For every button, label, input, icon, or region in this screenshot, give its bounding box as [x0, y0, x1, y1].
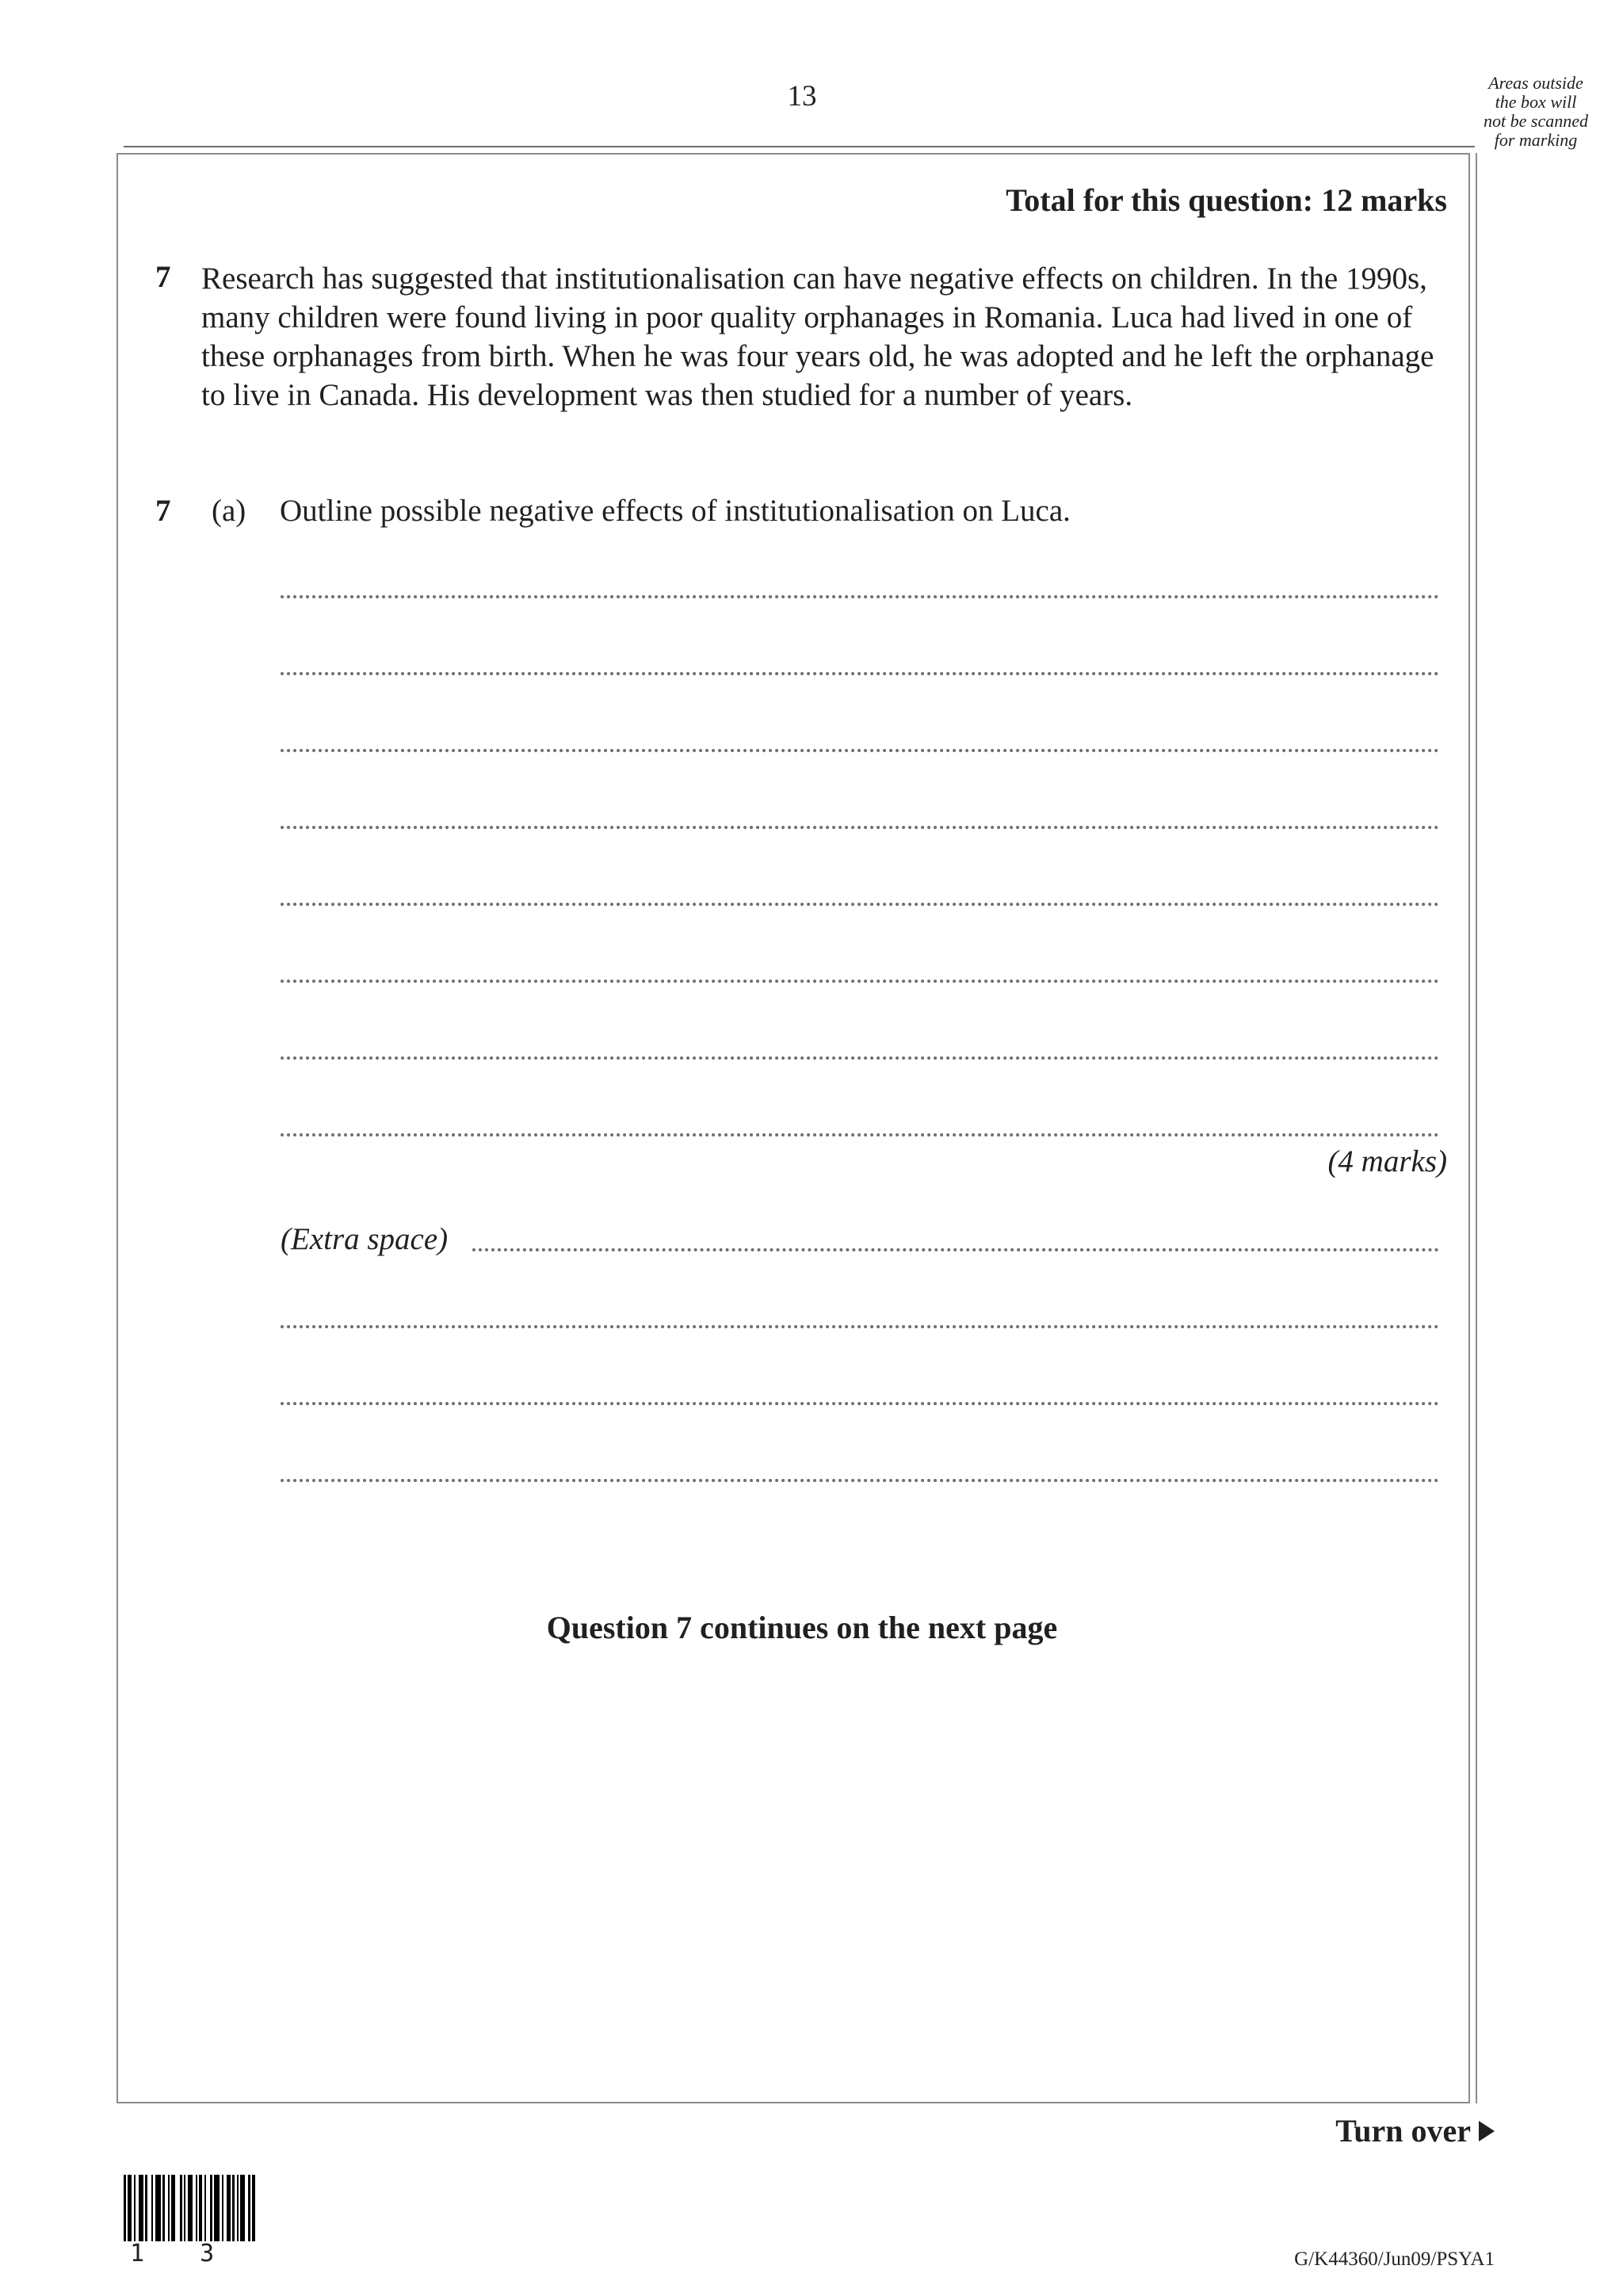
part-question-number: 7: [155, 494, 171, 528]
answer-line[interactable]: [281, 672, 1439, 675]
part-label: (a): [212, 494, 246, 528]
barcode: [124, 2175, 271, 2241]
margin-note-line: for marking: [1494, 130, 1578, 150]
page-number: 13: [787, 80, 817, 113]
total-marks-label: Total for this question: 12 marks: [1006, 182, 1447, 218]
extra-space-label: (Extra space): [281, 1222, 449, 1256]
margin-note-line: not be scanned: [1484, 111, 1588, 131]
top-rule: [124, 146, 1475, 147]
extra-answer-line[interactable]: [281, 1325, 1439, 1328]
margin-note-line: the box will: [1495, 92, 1577, 112]
turn-over-text: Turn over: [1335, 2113, 1471, 2149]
answer-line[interactable]: [281, 749, 1439, 752]
extra-answer-line[interactable]: [281, 1402, 1439, 1405]
extra-answer-line[interactable]: [281, 1479, 1439, 1482]
extra-answer-line[interactable]: [472, 1248, 1439, 1251]
answer-box-border: [116, 153, 1470, 2103]
answer-line[interactable]: [281, 1133, 1439, 1137]
margin-note-line: Areas outside: [1488, 73, 1583, 93]
answer-line[interactable]: [281, 980, 1439, 983]
document-code: G/K44360/Jun09/PSYA1: [1294, 2248, 1495, 2270]
answer-line[interactable]: [281, 1056, 1439, 1060]
barcode-number: 1 3: [130, 2240, 235, 2267]
answer-box-right-rule: [1476, 153, 1477, 2103]
marks-label: (4 marks): [1327, 1144, 1447, 1179]
answer-line[interactable]: [281, 595, 1439, 598]
answer-line[interactable]: [281, 903, 1439, 906]
question-stem: Research has suggested that institutionalisation can have negative effects on children. In the 1990s, many children were found living in poor quality orphanages in Romania. Luca had lived in one of these orphanages from birth. When he was four years old, he was adopted and he left the orphanage to live in Canada. His development was then studied for a number of years.: [201, 262, 1434, 412]
answer-line[interactable]: [281, 826, 1439, 829]
turn-over-label: [1335, 2112, 1495, 2149]
part-prompt: Outline possible negative effects of institutionalisation on Luca.: [280, 494, 1071, 528]
play-arrow-icon: [1479, 2121, 1495, 2141]
question-number: 7: [155, 260, 171, 294]
margin-note: [1457, 74, 1615, 150]
continues-note: Question 7 continues on the next page: [546, 1610, 1058, 1645]
